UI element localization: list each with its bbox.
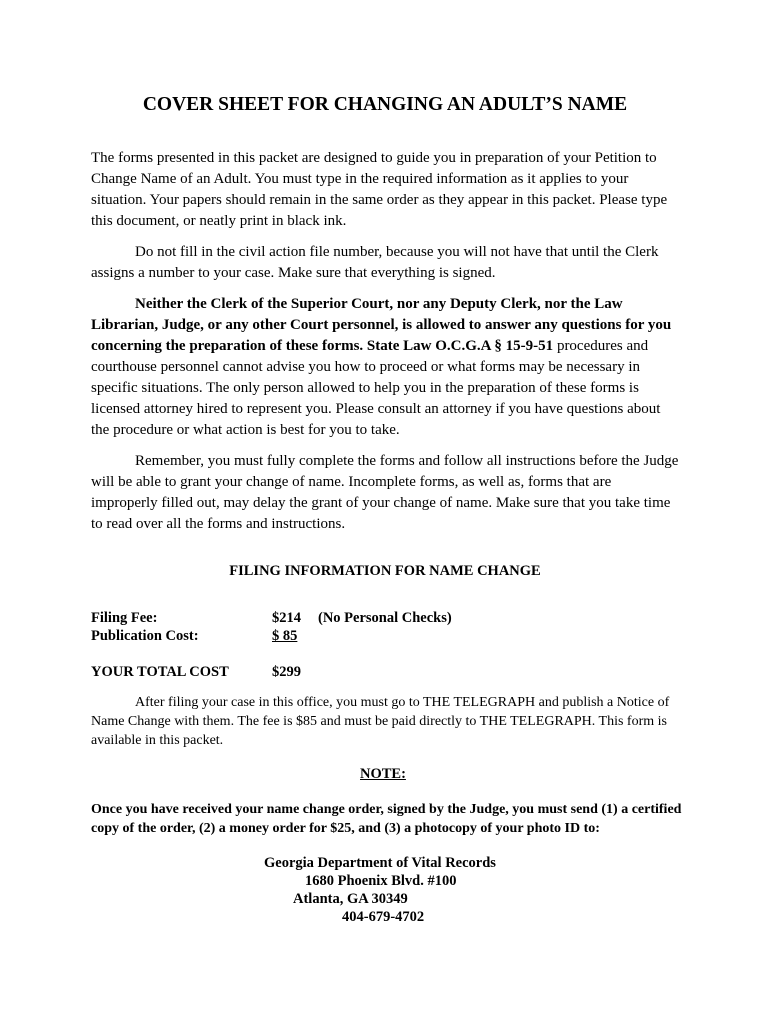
total-cost-label: YOUR TOTAL COST [91, 664, 229, 680]
reminder-paragraph: Remember, you must fully complete the forms and follow all instructions before the Judge will be able to grant your change of name. Incomplete forms, as well as, forms that are improperly filled out, may delay the grant of your change of name. Make sure that you take time to read over all the forms and instructions. [91, 453, 679, 532]
court-personnel-warning: Neither the Clerk of the Superior Court, nor any Deputy Clerk, nor the Law Librarian, Judge, or any other Court personnel, is allowed to answer any questions for you concerning the preparation of these forms. State Law O.C.G.A § 15-9-51 [91, 296, 672, 354]
telegraph-paragraph: After filing your case in this office, you must go to THE TELEGRAPH and publish a Notice of Name Change with them. The fee is $85 and must be paid directly to THE TELEGRAPH. This form is available in this packet. [91, 695, 670, 748]
publication-cost-value: $ 85 [272, 628, 298, 644]
address-line-3: Atlanta, GA 30349 [293, 891, 408, 907]
address-line-4: 404-679-4702 [342, 909, 425, 925]
publication-cost-label: Publication Cost: [91, 628, 199, 644]
document-title: COVER SHEET FOR CHANGING AN ADULT’S NAME [142, 94, 628, 115]
filing-info-heading: FILING INFORMATION FOR NAME CHANGE [229, 563, 541, 579]
filing-fee-value: $214 [272, 610, 301, 626]
total-cost-value: $299 [272, 664, 301, 680]
file-number-paragraph: Do not fill in the civil action file number, because you will not have that until the Clerk assigns a number to your case. Make sure that everything is signed. [91, 244, 659, 281]
court-personnel-text: procedures and courthouse personnel cannot advise you how to proceed or what forms may be necessary in specific situations. The only person allowed to help you in the preparation of these forms is licensed attorney hired to represent you. Please consult an attorney if you have questions about the procedure or what action is best for you to take. [91, 338, 661, 438]
intro-paragraph: The forms presented in this packet are designed to guide you in preparation of your Petition to Change Name of an Adult. You must type in the required information as it applies to your situation. Your papers should remain in the same order as they appear in this packet. Please type this document, or neatly print in black ink. [91, 150, 668, 229]
filing-fee-label: Filing Fee: [91, 610, 158, 626]
address-line-2: 1680 Phoenix Blvd. #100 [305, 873, 457, 889]
address-line-1: Georgia Department of Vital Records [264, 855, 496, 871]
note-heading: NOTE: [360, 766, 406, 782]
court-personnel-paragraph [91, 294, 681, 441]
filing-fee-note: (No Personal Checks) [318, 610, 452, 626]
note-text: Once you have received your name change order, signed by the Judge, you must send (1) a certified copy of the order, (2) a money order for $25, and (3) a photocopy of your photo ID to: [91, 802, 682, 836]
